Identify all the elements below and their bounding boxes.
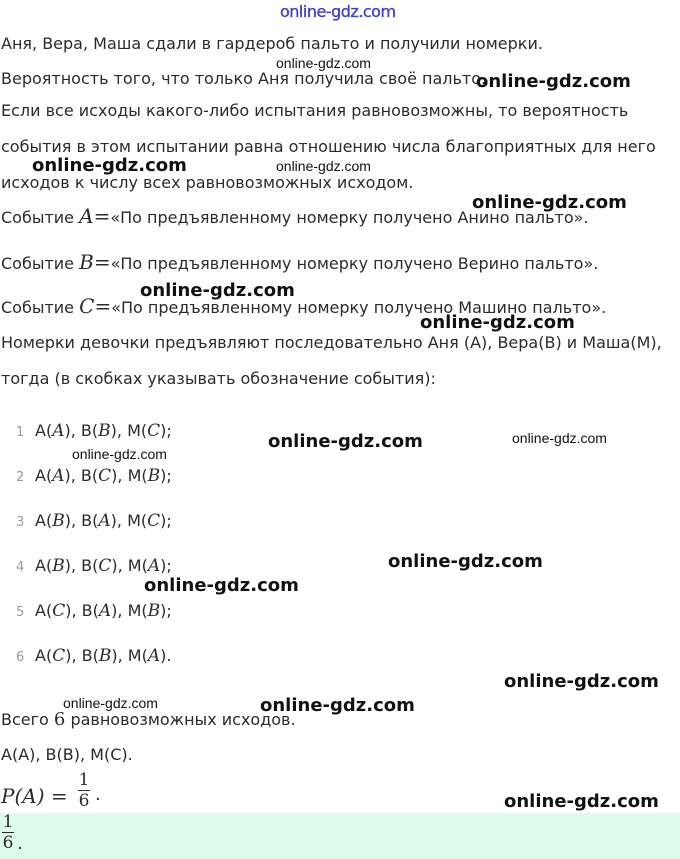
label-b: B	[81, 646, 93, 665]
label-m: M	[127, 556, 142, 575]
outcome-b: C	[98, 556, 112, 576]
outcome-b: A	[98, 511, 111, 531]
label-m: M	[127, 421, 141, 440]
outcome-text: A(A), B(B), M(C);	[35, 421, 172, 441]
event-word: Событие	[1, 208, 75, 227]
outcome-number: 3	[16, 515, 25, 530]
event-word: Событие	[1, 254, 75, 273]
watermark: online-gdz.com	[504, 791, 659, 812]
order-line-2: тогда (в скобках указывать обозначение события):	[1, 369, 436, 388]
fraction-numerator: 1	[78, 770, 90, 790]
label-b: B	[81, 556, 93, 575]
favorable-outcome: A(A), B(B), M(C).	[1, 745, 133, 764]
definition-line-3: исходов к числу всех равновозможных исходом.	[1, 173, 414, 192]
event-word: Событие	[1, 298, 75, 317]
definition-line-1: Если все исходы какого-либо испытания равновозможны, то вероятность	[1, 101, 629, 120]
total-post: равновозможных исходов.	[70, 710, 296, 729]
label-b: B	[81, 601, 93, 620]
watermark: online-gdz.com	[260, 695, 415, 716]
outcome-end: ;	[166, 511, 172, 530]
equals-sign: =	[93, 250, 111, 274]
outcome-end: ;	[166, 601, 172, 620]
watermark: online-gdz.com	[276, 158, 371, 174]
label-a: A	[35, 466, 46, 485]
label-m: M	[127, 646, 142, 665]
outcome-text: A(C), B(B), M(A).	[35, 646, 172, 666]
answer-numerator: 1	[2, 812, 14, 832]
watermark: online-gdz.com	[268, 431, 423, 452]
outcome-number: 4	[16, 560, 25, 575]
watermark: online-gdz.com	[32, 155, 187, 176]
order-line-1: Номерки девочки предъявляют последовательно Аня (А), Вера(В) и Маша(М),	[1, 333, 662, 352]
outcome-a: B	[52, 511, 65, 531]
event-b-text: «По предъявленному номерку получено Верино пальто».	[110, 254, 599, 273]
outcome-number: 2	[16, 470, 25, 485]
watermark: online-gdz.com	[472, 192, 627, 213]
watermark: online-gdz.com	[476, 71, 631, 92]
outcome-a: C	[52, 646, 66, 666]
label-m: M	[127, 601, 142, 620]
watermark: online-gdz.com	[140, 280, 295, 301]
watermark: online-gdz.com	[504, 671, 659, 692]
probability-fraction	[78, 771, 90, 810]
outcome-end: ;	[166, 466, 172, 485]
answer-denominator: 6	[2, 833, 14, 853]
label-a: A	[35, 556, 46, 575]
watermark: online-gdz.com	[63, 695, 158, 711]
outcome-number: 6	[16, 650, 25, 665]
outcome-b: B	[98, 646, 112, 666]
outcome-text: A(B), B(A), M(C);	[35, 511, 172, 531]
fraction-dot: .	[95, 784, 101, 805]
label-m: M	[127, 511, 141, 530]
outcome-m: A	[147, 556, 161, 576]
outcome-m: B	[147, 466, 161, 486]
probability-lhs: P(A) =	[1, 784, 68, 808]
label-m: M	[127, 466, 142, 485]
outcome-text: A(A), B(C), M(B);	[35, 466, 172, 486]
event-b-line	[1, 252, 598, 274]
watermark-top: online-gdz.com	[280, 2, 396, 21]
answer-dot: .	[17, 833, 23, 854]
watermark: online-gdz.com	[72, 446, 167, 462]
watermark: online-gdz.com	[276, 55, 371, 71]
outcome-end: .	[166, 646, 172, 665]
outcome-text: A(C), B(A), M(B);	[35, 601, 172, 621]
watermark: online-gdz.com	[420, 312, 575, 333]
total-number: 6	[53, 709, 66, 730]
outcome-m: C	[147, 421, 161, 441]
outcome-b: A	[98, 601, 112, 621]
event-b-symbol: B	[79, 250, 94, 274]
outcome-text: A(B), B(C), M(A);	[35, 556, 172, 576]
outcome-b: C	[98, 466, 112, 486]
outcome-end: ;	[166, 556, 172, 575]
label-b: B	[80, 466, 92, 485]
outcome-a: B	[52, 556, 65, 576]
question-line: Вероятность того, что только Аня получила своё пальто.	[1, 69, 487, 88]
outcome-a: A	[52, 466, 65, 486]
label-b: B	[80, 421, 92, 440]
event-a-text: «По предъявленному номерку получено Анино пальто».	[110, 208, 589, 227]
outcome-a: C	[52, 601, 66, 621]
event-c-text: «По предъявленному номерку получено Машино пальто».	[111, 298, 607, 317]
label-a: A	[35, 646, 46, 665]
label-b: B	[81, 511, 93, 530]
outcome-number: 1	[16, 425, 25, 440]
watermark: online-gdz.com	[512, 430, 607, 446]
label-a: A	[35, 511, 46, 530]
outcome-m: B	[147, 601, 161, 621]
watermark: online-gdz.com	[144, 575, 299, 596]
outcome-end: ;	[166, 421, 172, 440]
label-a: A	[35, 601, 46, 620]
answer-box	[0, 813, 680, 859]
answer-fraction	[2, 813, 14, 852]
label-a: A	[35, 421, 46, 440]
total-outcomes-line	[1, 710, 296, 730]
watermark: online-gdz.com	[388, 551, 543, 572]
outcome-m: A	[147, 646, 161, 666]
fraction-denominator: 6	[78, 791, 90, 811]
outcome-m: C	[147, 511, 161, 531]
outcome-b: B	[98, 421, 111, 441]
outcome-a: A	[52, 421, 65, 441]
problem-statement: Аня, Вера, Маша сдали в гардероб пальто и получили номерки.	[1, 34, 543, 53]
event-a-symbol: A	[79, 204, 94, 228]
total-pre: Всего	[1, 710, 49, 729]
definition-line-2: события в этом испытании равна отношению числа благоприятных для него	[1, 137, 656, 156]
event-c-symbol: C	[79, 294, 95, 318]
equals-sign: =	[94, 294, 112, 318]
equals-sign: =	[93, 204, 111, 228]
outcome-number: 5	[16, 605, 25, 620]
